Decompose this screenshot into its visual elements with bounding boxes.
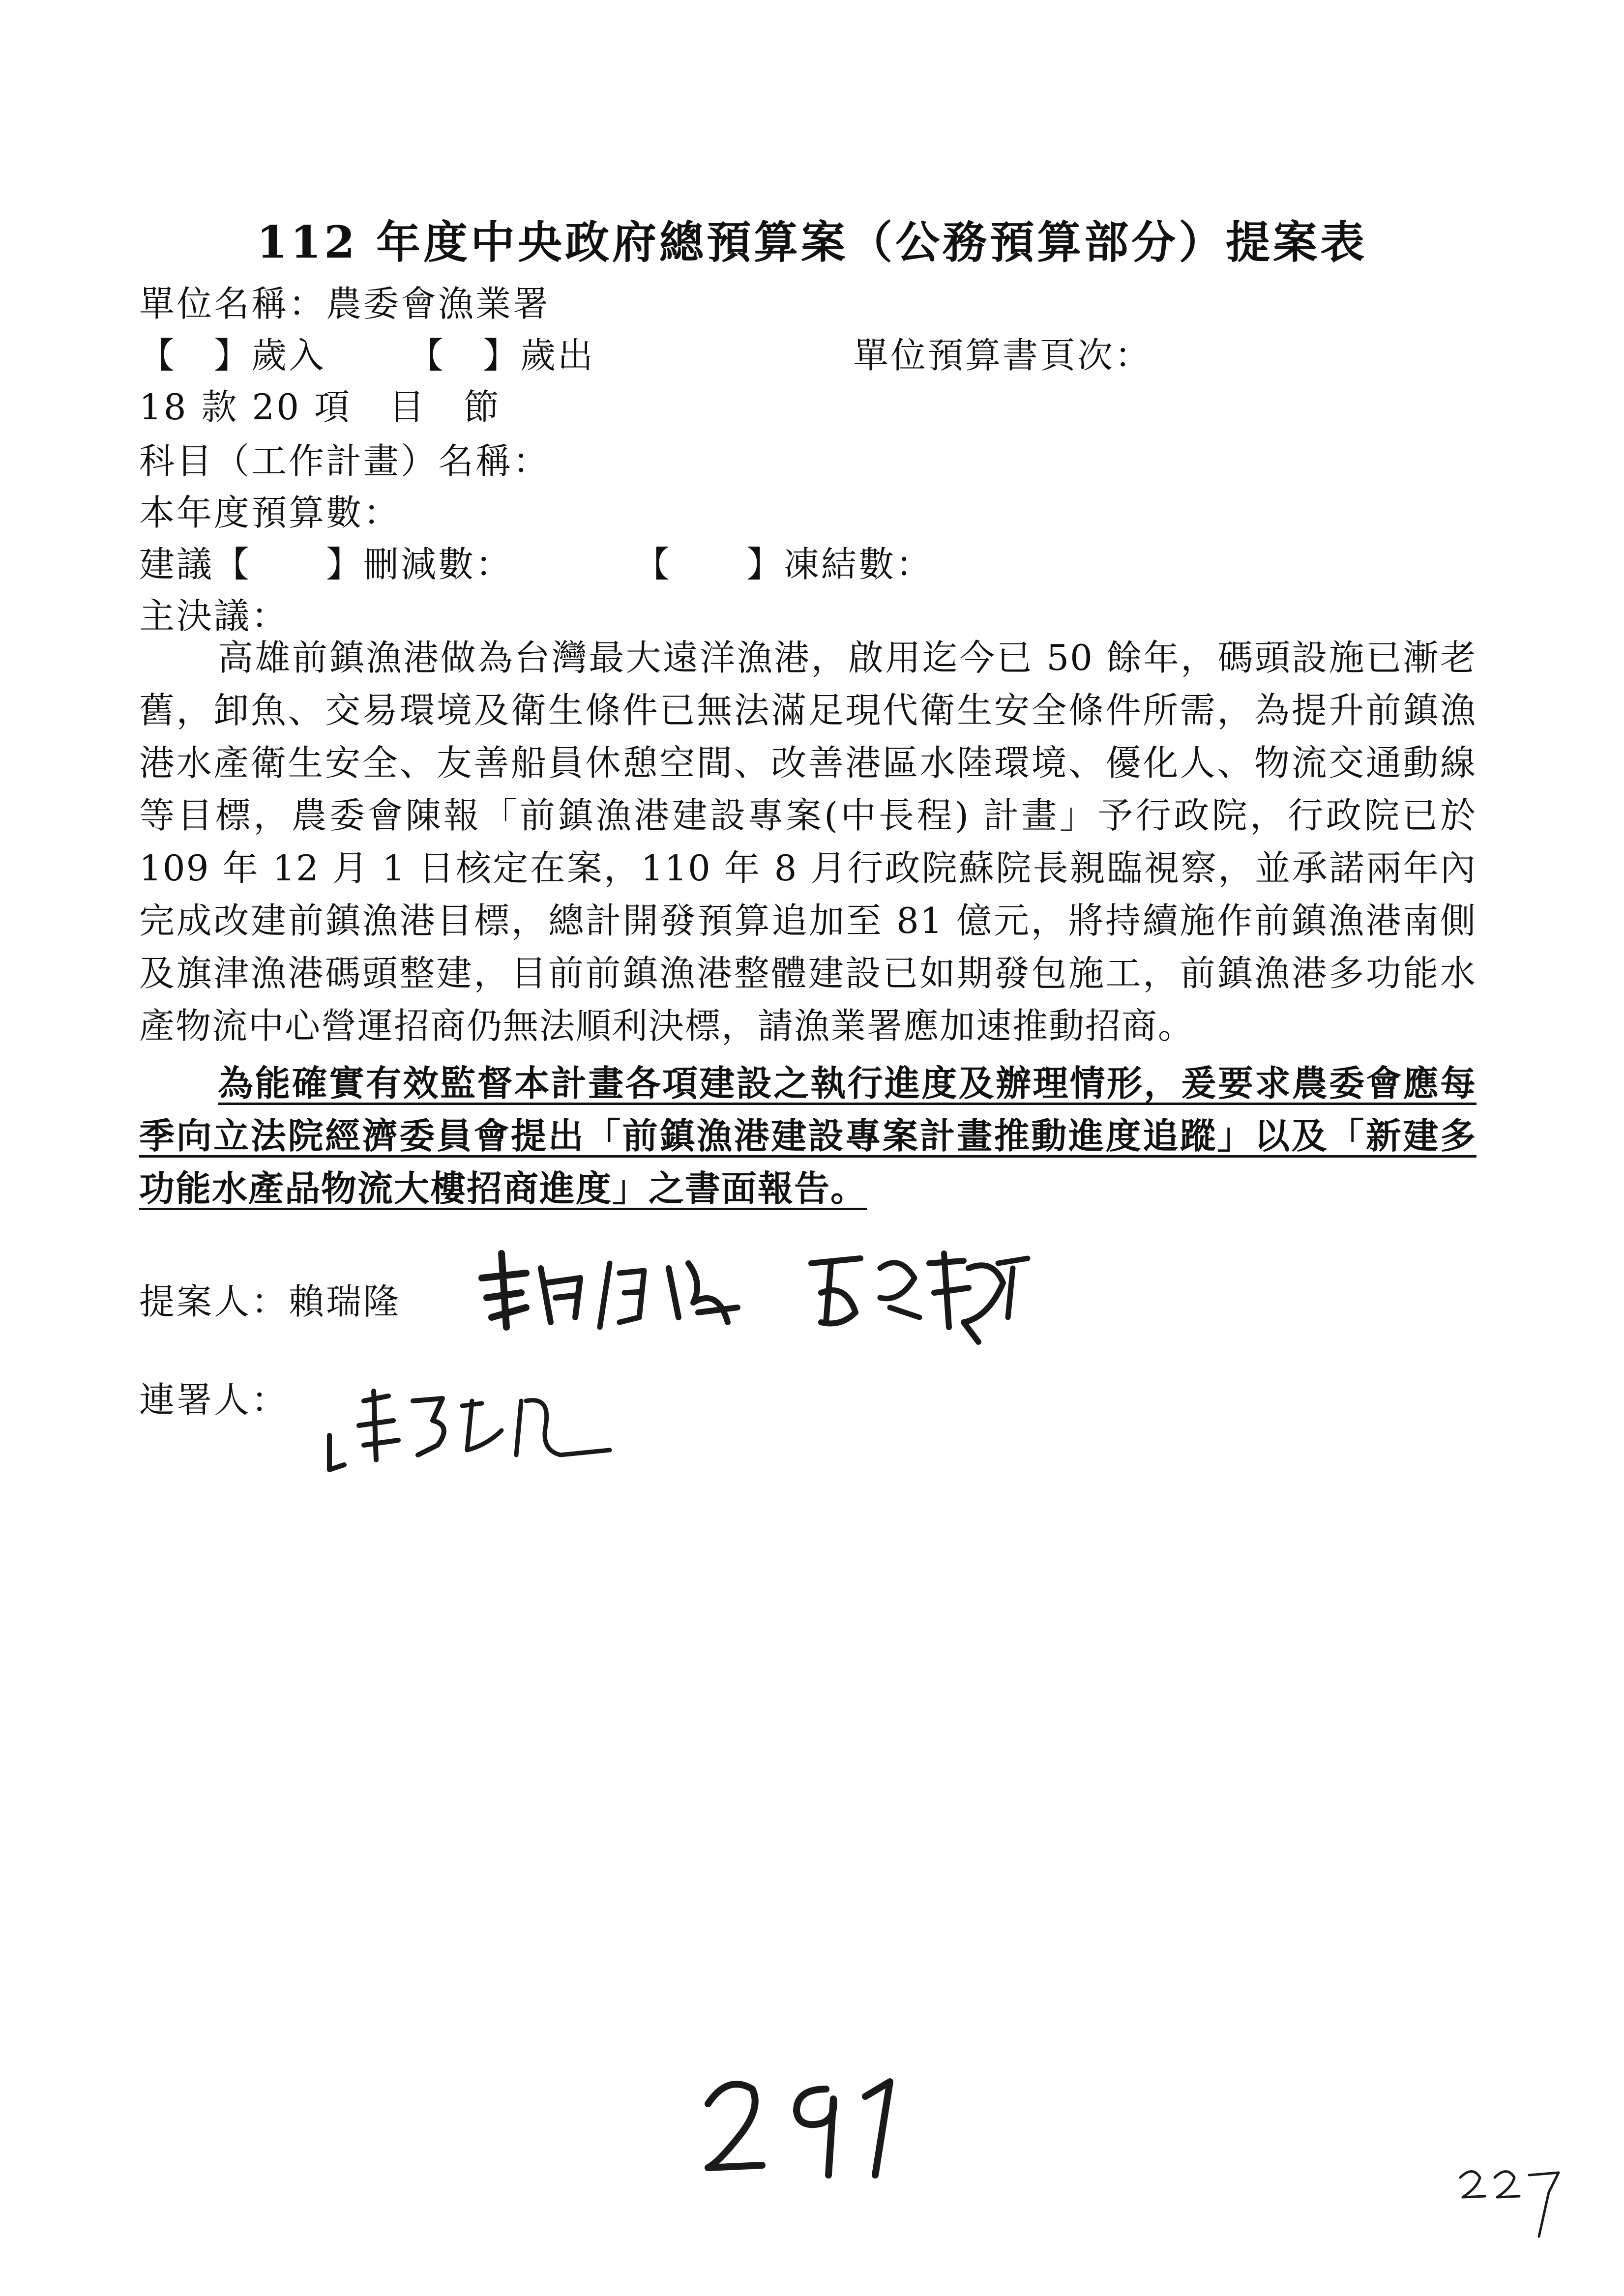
document-title: 112 年度中央政府總預算案（公務預算部分）提案表 [256, 216, 1368, 268]
subject-label: 科目（工作計畫）名稱： [139, 440, 551, 482]
suggestion-label: 建議【 】刪減數： [139, 544, 513, 585]
freeze-label: 【 】凍結數： [634, 544, 934, 585]
resolution-paragraph: 高雄前鎮漁港做為台灣最大遠洋漁港，啟用迄今已 50 餘年，碼頭設施已漸老舊，卸魚、交易環境及衛生條件已無法滿足現代衛生安全條件所需，為提升前鎮漁港水產衛生安全、友善船員休憩空間、改善港區水陸環境、優化人、物流交通動線等目標，農委會陳報「前鎮漁港建設專案(中長程) 計畫」予行政院，行政院已於 109 年 12 月 1 日核定在案，110 年 8 月行政院蘇院長親臨視察，並承諾兩年內完成改建前鎮漁港目標，總計開發預算追加至 81 億元，將持續施作前鎮漁港南側及旗津漁港碼頭整建，目前前鎮漁港整體建設已如期發包施工，前鎮漁港多功能水產物流中心營運招商仍無法順利決標，請漁業署應加速推動招商。 [139, 637, 1476, 1046]
unit-name: 單位名稱：農委會漁業署 [139, 283, 551, 324]
expenditure-checkbox-label: 【 】歲出 [408, 335, 595, 376]
handwritten-corner-number [1450, 2163, 1578, 2241]
resolution-label: 主決議： [139, 595, 289, 637]
handwritten-page-number [698, 2069, 905, 2182]
resolution-request-paragraph [139, 1057, 1476, 1215]
cosigner-label: 連署人： [139, 1379, 289, 1421]
proposer-label: 提案人：賴瑞隆 [139, 1281, 401, 1322]
resolution-request-text: 為能確實有效監督本計畫各項建設之執行進度及辦理情形，爰要求農委會應每季向立法院經濟委員會提出「前鎮漁港建設專案計畫推動進度追蹤」以及「新建多功能水產品物流大樓招商進度」之書面報告。 [139, 1062, 1476, 1209]
revenue-checkbox-label: 【 】歲入 [139, 335, 326, 376]
second-signature [801, 1239, 1037, 1347]
cosigner-signature [315, 1371, 620, 1480]
budget-page-label: 單位預算書頁次： [853, 335, 1152, 376]
proposer-signature [472, 1244, 767, 1342]
item-line: 18 款 20 項 目 節 [139, 386, 501, 428]
budget-amount-label: 本年度預算數： [139, 492, 401, 533]
